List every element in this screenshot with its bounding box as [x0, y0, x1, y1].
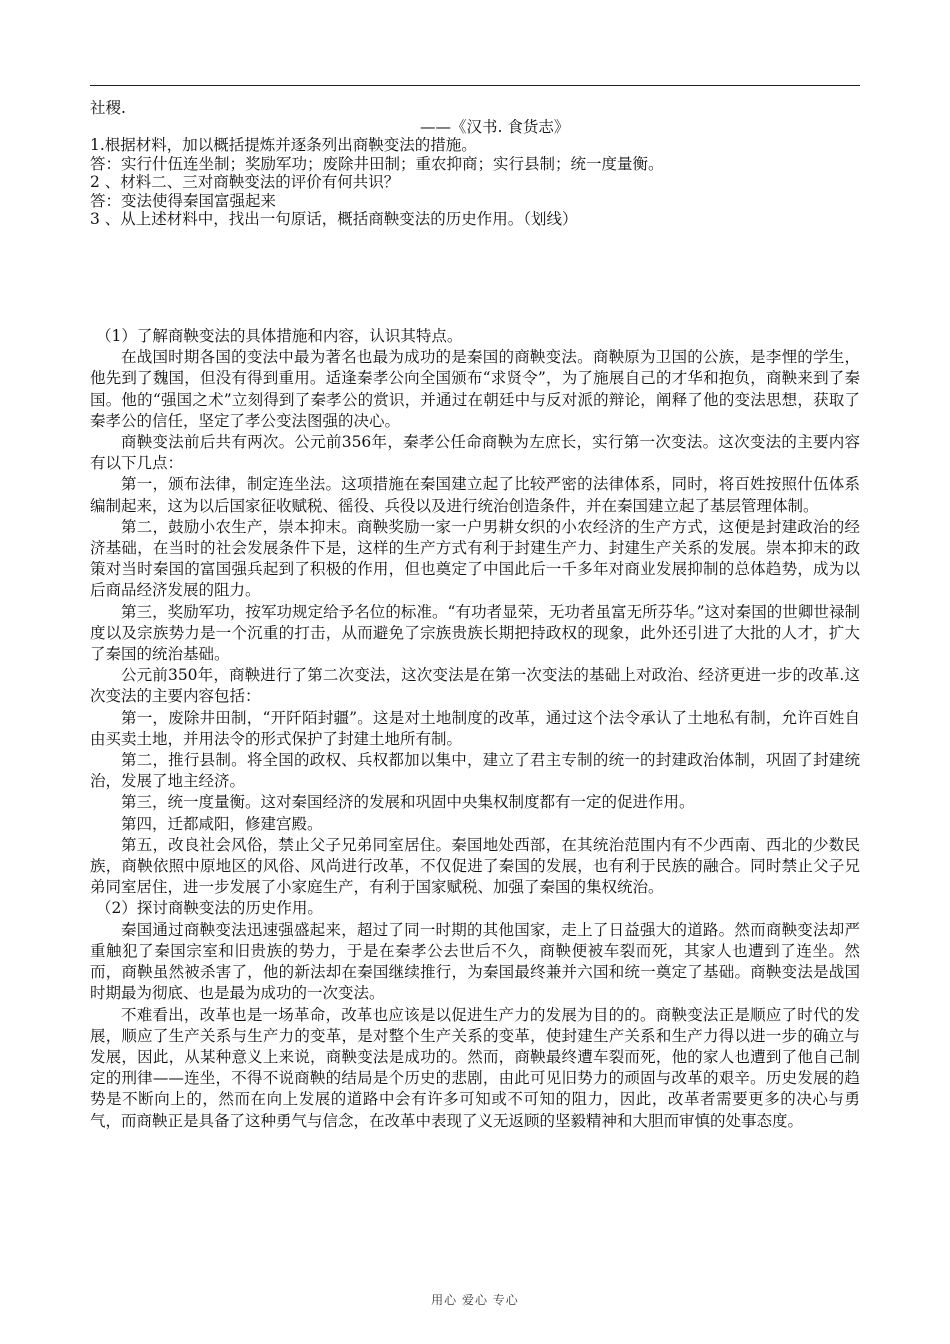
section-heading-1: （1）了解商鞅变法的具体措施和内容，认识其特点。	[96, 327, 463, 345]
paragraph: 第三，奖励军功，按军功规定给予名位的标准。“有功者显荣，无功者虽富无所芬华。”这对秦国的世卿世禄制度以及宗族势力是一个沉重的打击，从而避免了宗族贵族长期把持政权的现象，此外还引进了大批的人才，扩大了秦国的统治基础。	[90, 602, 860, 664]
paragraph: 商鞅变法前后共有两次。公元前356年，秦孝公任命商鞅为左庶长，实行第一次变法。这次变法的主要内容有以下几点：	[90, 433, 860, 473]
section-heading-2: （2）探讨商鞅变法的历史作用。	[96, 899, 323, 918]
source-text-ending: 社稷.	[90, 99, 126, 117]
paragraph: 秦国通过商鞅变法迅速强盛起来，超过了同一时期的其他国家，走上了日益强大的道路。然而商鞅变法却严重触犯了秦国宗室和旧贵族的势力，于是在秦孝公去世后不久，商鞅便被车裂而死，其家人也遭到了连坐。然而，商鞅虽然被杀害了，他的新法却在秦国继续推行，为秦国最终兼并六国和统一奠定了基础。商鞅变法是战国时期最为彻底、也是最为成功的一次变法。	[90, 920, 860, 1003]
paragraph: 第三，统一度量衡。这对秦国经济的发展和巩固中央集权制度都有一定的促进作用。	[121, 793, 695, 812]
question-3: 3 、从上述材料中，找出一句原话，概括商鞅变法的历史作用。（划线）	[90, 210, 578, 228]
paragraph: 在战国时期各国的变法中最为著名也最为成功的是秦国的商鞅变法。商鞅原为卫国的公族，是李悝的学生，他先到了魏国，但没有得到重用。适逢秦孝公向全国颁布“求贤令”，为了施展自己的才华和抱负，商鞅来到了秦国。他的“强国之术”立刻得到了秦孝公的赏识，并通过在朝廷中与反对派的辩论，阐释了他的变法思想，获取了秦孝公的信任，坚定了孝公变法图强的决心。	[90, 348, 860, 430]
paragraph: 第二，推行县制。将全国的政权、兵权都加以集中，建立了君主专制的统一的封建政治体制，巩固了封建统治，发展了地主经济。	[90, 751, 860, 791]
answer-2: 答：变法使得秦国富强起来	[90, 191, 277, 210]
paragraph: 第四，迁都咸阳，修建宫殿。	[121, 814, 323, 833]
paragraph: 第一，颁布法律，制定连坐法。这项措施在秦国建立起了比较严密的法律体系，同时，将百姓按照什伍体系编制起来，这为以后国家征收赋税、徭役、兵役以及进行统治创造条件，并在秦国建立起了基层管理体制。	[90, 475, 860, 515]
question-2: 2 、材料二、三对商鞅变法的评价有何共识？	[90, 173, 400, 191]
exercise-section	[90, 99, 860, 229]
answer-1: 答：实行什伍连坐制；奖励军功；废除井田制；重农抑商；实行县制；统一度量衡。	[90, 154, 664, 173]
paragraph: 第五，改良社会风俗，禁止父子兄弟同室居住。秦国地处西部，在其统治范围内有不少西南、西北的少数民族，商鞅依照中原地区的风俗、风尚进行改革，不仅促进了秦国的发展，也有利于民族的融合。同时禁止父子兄弟同室居住，进一步发展了小家庭生产，有利于国家赋税、加强了秦国的集权统治。	[90, 835, 860, 897]
paragraph: 第二，鼓励小农生产，崇本抑末。商鞅奖励一家一户男耕女织的小农经济的生产方式，这便是封建政治的经济基础，在当时的社会发展条件下是，这样的生产方式有利于封建生产力、封建生产关系的发展。崇本抑末的政策对当时秦国的富国强兵起到了积极的作用，但也奠定了中国此后一千多年对商业发展抑制的总体趋势，成为以后商品经济发展的阻力。	[90, 517, 860, 600]
paragraph: 公元前350年，商鞅进行了第二次变法，这次变法是在第一次变法的基础上对政治、经济更进一步的改革.这次变法的主要内容包括：	[90, 666, 860, 706]
source-citation: ——《汉书. 食货志》	[420, 117, 570, 136]
page-footer: 用心 爱心 专心	[431, 1293, 519, 1307]
paragraph: 不难看出，改革也是一场革命，改革也应该是以促进生产力的发展为目的的。商鞅变法正是顺应了时代的发展，顺应了生产关系与生产力的变革，是对整个生产关系的变革，使封建生产关系和生产力得以进一步的确立与发展，因此，从某种意义上来说，商鞅变法是成功的。然而，商鞅最终遭车裂而死，他的家人也遭到了他自己制定的刑律——连坐，不得不说商鞅的结局是个历史的悲剧，由此可见旧势力的顽固与改革的艰辛。历史发展的趋势是不断向上的，然而在向上发展的道路中会有许多可知或不可知的阻力，因此，改革者需要更多的决心与勇气，而商鞅正是具备了这种勇气与信念，在改革中表现了义无返顾的坚毅精神和大胆而审慎的处事态度。	[90, 1005, 860, 1130]
article-section	[90, 326, 860, 1132]
question-1: 1.根据材料，加以概括提炼并逐条列出商鞅变法的措施。	[90, 136, 477, 154]
header-rule	[90, 85, 860, 86]
paragraph: 第一，废除井田制，“开阡陌封疆”。这是对土地制度的改革，通过这个法令承认了土地私有制，允许百姓自由买卖土地，并用法令的形式保护了封建土地所有制。	[90, 708, 860, 748]
